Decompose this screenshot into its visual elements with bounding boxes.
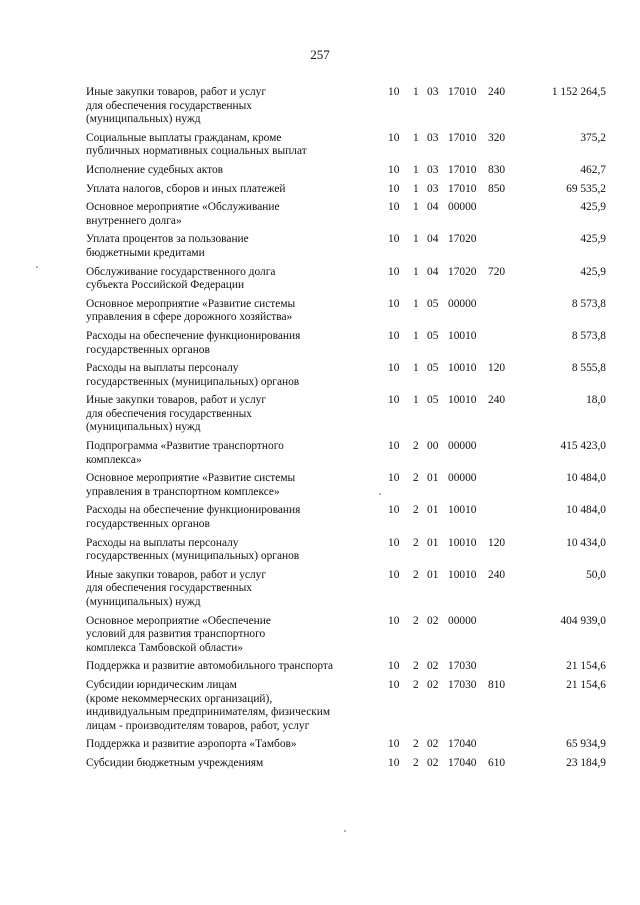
subprogram-code: 2 — [413, 756, 419, 769]
row-name-line: Расходы на выплаты персоналу — [86, 536, 239, 549]
table-row — [86, 440, 606, 472]
table-row — [86, 757, 606, 776]
table-row — [86, 86, 606, 132]
direction-code: 10010 — [448, 504, 477, 517]
program-code: 10 — [388, 614, 400, 627]
program-code: 10 — [388, 472, 400, 485]
row-name — [86, 440, 388, 472]
row-name — [86, 757, 388, 776]
row-name-line: (муниципальных) нужд — [86, 421, 201, 434]
main-activity-code: 00 — [427, 440, 439, 453]
main-activity-code: 02 — [427, 614, 439, 627]
row-name — [86, 86, 388, 132]
main-activity-code: 05 — [427, 297, 439, 310]
main-activity-code: 02 — [427, 678, 439, 691]
subprogram-code: 1 — [413, 233, 419, 246]
program-code: 10 — [388, 233, 400, 246]
amount: 21 154,6 — [566, 660, 606, 673]
subprogram-code: 2 — [413, 614, 419, 627]
subprogram-code: 1 — [413, 329, 419, 342]
row-name-line: управления в транспортном комплексе» — [86, 485, 280, 498]
main-activity-code: 03 — [427, 131, 439, 144]
expense-type-code: 120 — [488, 362, 506, 375]
row-name — [86, 132, 388, 164]
expense-type-code: 320 — [488, 131, 506, 144]
row-name-line: для обеспечения государственных — [86, 407, 252, 420]
table-row — [86, 569, 606, 615]
amount: 65 934,9 — [566, 738, 606, 751]
row-name — [86, 183, 388, 202]
amount: 425,9 — [580, 265, 606, 278]
subprogram-code: 2 — [413, 738, 419, 751]
subprogram-code: 1 — [413, 394, 419, 407]
row-name — [86, 201, 388, 233]
direction-code: 00000 — [448, 440, 477, 453]
direction-code: 17010 — [448, 163, 477, 176]
direction-code: 17030 — [448, 660, 477, 673]
program-code: 10 — [388, 394, 400, 407]
row-name — [86, 362, 388, 394]
expense-type-code — [488, 472, 516, 504]
program-code: 10 — [388, 329, 400, 342]
amount: 375,2 — [580, 131, 606, 144]
main-activity-code: 01 — [427, 568, 439, 581]
subprogram-code: 1 — [413, 86, 419, 98]
row-name — [86, 394, 388, 440]
table-row — [86, 504, 606, 536]
row-name-line: Социальные выплаты гражданам, кроме — [86, 131, 282, 144]
row-name-line: лицам - производителям товаров, работ, услуг — [86, 719, 310, 732]
direction-code: 00000 — [448, 297, 477, 310]
main-activity-code: 01 — [427, 504, 439, 517]
table-row — [86, 164, 606, 183]
table-row — [86, 362, 606, 394]
main-activity-code: 02 — [427, 756, 439, 769]
amount: 18,0 — [586, 394, 606, 407]
program-code: 10 — [388, 163, 400, 176]
main-activity-code: 04 — [427, 265, 439, 278]
amount: 10 434,0 — [566, 536, 606, 549]
direction-code: 10010 — [448, 568, 477, 581]
row-name-line: Основное мероприятие «Обслуживание — [86, 201, 280, 214]
amount: 8 573,8 — [571, 329, 606, 342]
budget-table — [86, 86, 606, 776]
direction-code: 17010 — [448, 131, 477, 144]
main-activity-code: 03 — [427, 182, 439, 195]
subprogram-code: 2 — [413, 504, 419, 517]
program-code: 10 — [388, 660, 400, 673]
subprogram-code: 1 — [413, 265, 419, 278]
direction-code: 10010 — [448, 329, 477, 342]
main-activity-code: 04 — [427, 233, 439, 246]
amount: 8 555,8 — [571, 362, 606, 375]
row-name-line: бюджетными кредитами — [86, 246, 205, 259]
expense-type-code: 810 — [488, 678, 506, 691]
row-name-line: Основное мероприятие «Развитие системы — [86, 472, 296, 485]
main-activity-code: 01 — [427, 536, 439, 549]
amount: 10 484,0 — [566, 504, 606, 517]
main-activity-code: 05 — [427, 329, 439, 342]
row-name-line: Расходы на обеспечение функционирования — [86, 504, 301, 517]
table-row — [86, 298, 606, 330]
row-name-line: комплекса» — [86, 453, 142, 466]
expense-type-code — [488, 660, 516, 679]
row-name-line: Поддержка и развитие автомобильного транспорта — [86, 660, 334, 673]
program-code: 10 — [388, 201, 400, 214]
row-name-line: (кроме некоммерческих организаций), — [86, 692, 273, 705]
row-name-line: государственных (муниципальных) органов — [86, 375, 300, 388]
amount: 8 573,8 — [571, 297, 606, 310]
main-activity-code: 05 — [427, 362, 439, 375]
program-code: 10 — [388, 536, 400, 549]
row-name — [86, 615, 388, 661]
program-code: 10 — [388, 678, 400, 691]
expense-type-code — [488, 738, 516, 757]
direction-code: 10010 — [448, 362, 477, 375]
subprogram-code: 1 — [413, 297, 419, 310]
main-activity-code: 05 — [427, 394, 439, 407]
row-name-line: Обслуживание государственного долга — [86, 265, 276, 278]
direction-code: 00000 — [448, 614, 477, 627]
main-activity-code: 04 — [427, 201, 439, 214]
direction-code: 00000 — [448, 472, 477, 485]
program-code: 10 — [388, 265, 400, 278]
program-code: 10 — [388, 182, 400, 195]
row-name — [86, 569, 388, 615]
direction-code: 17010 — [448, 182, 477, 195]
expense-type-code — [488, 615, 516, 661]
scan-speck — [36, 266, 38, 268]
row-name-line: Уплата налогов, сборов и иных платежей — [86, 182, 286, 195]
subprogram-code: 1 — [413, 201, 419, 214]
row-name-line: управления в сфере дорожного хозяйства» — [86, 311, 293, 324]
amount: 1 152 264,5 — [551, 86, 606, 98]
row-name — [86, 298, 388, 330]
scan-speck — [344, 830, 346, 832]
subprogram-code: 2 — [413, 536, 419, 549]
scan-speck — [379, 493, 381, 495]
row-name-line: субъекта Российской Федерации — [86, 279, 245, 292]
row-name-line: Поддержка и развитие аэропорта «Тамбов» — [86, 738, 297, 751]
table-row — [86, 132, 606, 164]
program-code: 10 — [388, 504, 400, 517]
table-row — [86, 679, 606, 738]
table-row — [86, 183, 606, 202]
row-name — [86, 660, 388, 679]
page-number: 257 — [310, 47, 330, 62]
table-row — [86, 660, 606, 679]
expense-type-code: 610 — [488, 756, 506, 769]
row-name-line: Подпрограмма «Развитие транспортного — [86, 440, 284, 453]
row-name-line: Исполнение судебных актов — [86, 163, 224, 176]
table-row — [86, 201, 606, 233]
subprogram-code: 2 — [413, 440, 419, 453]
expense-type-code: 120 — [488, 536, 506, 549]
row-name-line: Субсидии юридическим лицам — [86, 678, 237, 691]
row-name-line: (муниципальных) нужд — [86, 596, 201, 608]
program-code: 10 — [388, 738, 400, 751]
subprogram-code: 1 — [413, 182, 419, 195]
row-name — [86, 537, 388, 569]
row-name-line: государственных органов — [86, 343, 210, 356]
row-name-line: условий для развития транспортного — [86, 628, 266, 641]
row-name-line: Расходы на обеспечение функционирования — [86, 329, 301, 342]
direction-code: 17020 — [448, 265, 477, 278]
amount: 23 184,9 — [566, 756, 606, 769]
subprogram-code: 2 — [413, 678, 419, 691]
direction-code: 00000 — [448, 201, 477, 214]
row-name-line: для обеспечения государственных — [86, 99, 252, 112]
subprogram-code: 1 — [413, 362, 419, 375]
subprogram-code: 1 — [413, 131, 419, 144]
amount: 425,9 — [580, 233, 606, 246]
subprogram-code: 2 — [413, 568, 419, 581]
row-name-line: Уплата процентов за пользование — [86, 233, 249, 246]
main-activity-code: 02 — [427, 738, 439, 751]
row-name-line: Субсидии бюджетным учреждениям — [86, 756, 264, 769]
expense-type-code: 720 — [488, 265, 506, 278]
row-name-line: для обеспечения государственных — [86, 582, 252, 595]
table-row — [86, 472, 606, 504]
amount: 415 423,0 — [560, 440, 606, 453]
program-code: 10 — [388, 131, 400, 144]
main-activity-code: 03 — [427, 86, 439, 98]
program-code: 10 — [388, 297, 400, 310]
program-code: 10 — [388, 362, 400, 375]
amount: 425,9 — [580, 201, 606, 214]
subprogram-code: 1 — [413, 163, 419, 176]
direction-code: 10010 — [448, 394, 477, 407]
table-row — [86, 537, 606, 569]
expense-type-code — [488, 504, 516, 536]
row-name-line: Расходы на выплаты персоналу — [86, 362, 239, 375]
expense-type-code — [488, 440, 516, 472]
subprogram-code: 2 — [413, 472, 419, 485]
table-row — [86, 266, 606, 298]
main-activity-code: 02 — [427, 660, 439, 673]
direction-code: 17010 — [448, 86, 477, 98]
direction-code: 17040 — [448, 738, 477, 751]
expense-type-code: 240 — [488, 394, 506, 407]
row-name-line: комплекса Тамбовской области» — [86, 641, 243, 654]
program-code: 10 — [388, 756, 400, 769]
row-name-line: Основное мероприятие «Развитие системы — [86, 297, 296, 310]
direction-code: 10010 — [448, 536, 477, 549]
row-name — [86, 679, 388, 738]
amount: 21 154,6 — [566, 678, 606, 691]
row-name-line: индивидуальным предпринимателям, физическим — [86, 706, 331, 719]
table-row — [86, 330, 606, 362]
row-name-line: государственных (муниципальных) органов — [86, 550, 300, 563]
expense-type-code — [488, 233, 516, 265]
table-row — [86, 615, 606, 661]
expense-type-code: 240 — [488, 568, 506, 581]
program-code: 10 — [388, 568, 400, 581]
row-name-line: Иные закупки товаров, работ и услуг — [86, 568, 267, 581]
amount: 50,0 — [586, 568, 606, 581]
direction-code: 17040 — [448, 756, 477, 769]
row-name-line: (муниципальных) нужд — [86, 113, 201, 126]
amount: 462,7 — [580, 163, 606, 176]
row-name — [86, 330, 388, 362]
row-name-line: публичных нормативных социальных выплат — [86, 145, 307, 158]
expense-type-code: 240 — [488, 86, 506, 98]
row-name — [86, 164, 388, 183]
amount: 404 939,0 — [560, 614, 606, 627]
row-name — [86, 738, 388, 757]
program-code: 10 — [388, 86, 400, 98]
row-name — [86, 504, 388, 536]
row-name — [86, 266, 388, 298]
direction-code: 17030 — [448, 678, 477, 691]
row-name-line: государственных органов — [86, 518, 210, 531]
expense-type-code — [488, 330, 516, 362]
expense-type-code: 850 — [488, 182, 506, 195]
row-name-line: Основное мероприятие «Обеспечение — [86, 614, 271, 627]
expense-type-code — [488, 298, 516, 330]
expense-type-code: 830 — [488, 163, 506, 176]
row-name-line: Иные закупки товаров, работ и услуг — [86, 86, 267, 98]
amount: 10 484,0 — [566, 472, 606, 485]
row-name — [86, 233, 388, 265]
direction-code: 17020 — [448, 233, 477, 246]
row-name — [86, 472, 388, 504]
amount: 69 535,2 — [566, 182, 606, 195]
main-activity-code: 01 — [427, 472, 439, 485]
subprogram-code: 2 — [413, 660, 419, 673]
row-name-line: внутреннего долга» — [86, 214, 182, 227]
main-activity-code: 03 — [427, 163, 439, 176]
table-row — [86, 394, 606, 440]
table-row — [86, 738, 606, 757]
table-row — [86, 233, 606, 265]
row-name-line: Иные закупки товаров, работ и услуг — [86, 394, 267, 407]
expense-type-code — [488, 201, 516, 233]
program-code: 10 — [388, 440, 400, 453]
